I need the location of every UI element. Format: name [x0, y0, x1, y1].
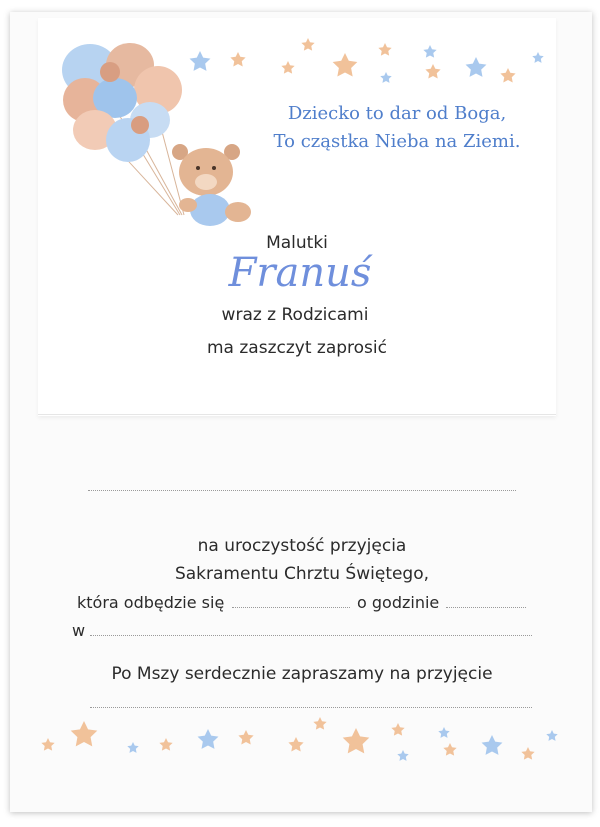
guest-name-line: [88, 490, 516, 491]
verse-line: Dziecko to dar od Boga,: [287, 103, 507, 124]
hour-line: [446, 607, 526, 608]
reception-line: [90, 707, 532, 708]
date-label: która odbędzie się: [77, 593, 225, 612]
star-icon: [230, 38, 515, 82]
ceremony-line-1: na uroczystość przyjęcia: [197, 536, 407, 556]
with-parents-text: wraz z Rodzicami: [221, 305, 369, 325]
honor-text: ma zaszczyt zaprosić: [207, 338, 387, 358]
star-icon: [190, 45, 544, 83]
hour-label: o godzinie: [357, 593, 440, 612]
star-icon: [127, 727, 557, 761]
verse: [262, 100, 532, 156]
star-icon: [41, 717, 534, 760]
place-line: [90, 635, 532, 636]
malutki-text: Malutki: [266, 233, 328, 253]
date-line: [232, 607, 350, 608]
ceremony-line-2: Sakramentu Chrztu Świętego,: [174, 564, 430, 584]
place-label: w: [72, 621, 86, 640]
verse-line: To cząstka Nieba na Ziemi.: [273, 131, 521, 152]
balloons-icon: [62, 43, 184, 215]
reception-text: Po Mszy serdecznie zapraszamy na przyjęcie: [111, 664, 493, 684]
child-name: Franuś: [228, 250, 372, 296]
